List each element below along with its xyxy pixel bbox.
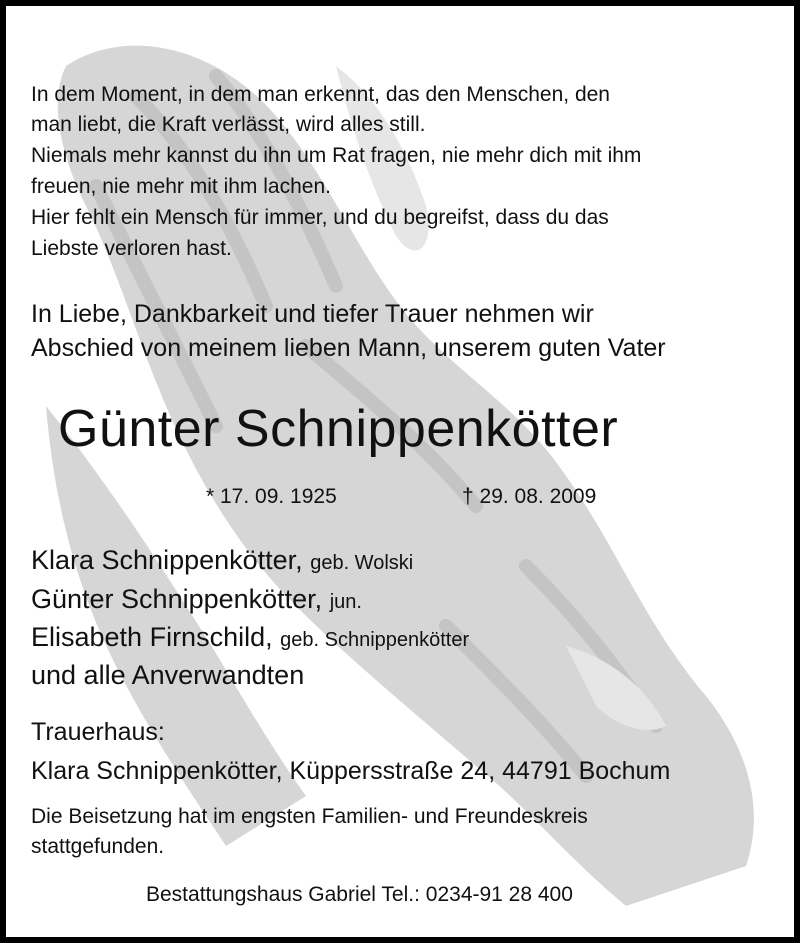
poem-line: Niemals mehr kannst du ihn um Rat fragen, nie mehr dich mit ihm [31,144,642,167]
family-member-name: Elisabeth Firnschild, [31,622,273,652]
poem-line: man liebt, die Kraft verlässt, wird alles still. [31,113,426,136]
deceased-name: Günter Schnippenkötter [58,400,619,458]
poem-line: Liebste verloren hast. [31,237,232,260]
birth-date: * 17. 09. 1925 [206,485,337,508]
family-member-name: Klara Schnippenkötter, [31,545,303,575]
family-member-note: geb. Schnippenkötter [280,629,470,651]
mourning-house-address: Klara Schnippenkötter, Küppersstraße 24, 44791 Bochum [31,757,671,785]
family-member-name: Günter Schnippenkötter, [31,584,323,614]
family-member-note: geb. Wolski [310,552,414,574]
intro-line: In Liebe, Dankbarkeit und tiefer Trauer nehmen wir [31,300,594,328]
intro-line: Abschied von meinem lieben Mann, unserem guten Vater [31,334,666,362]
family-member-name: und alle Anverwandten [31,660,305,690]
poem-line: In dem Moment, in dem man erkennt, das den Menschen, den [31,83,610,106]
poem-line: freuen, nie mehr mit ihm lachen. [31,175,331,198]
family-member [31,542,413,581]
funeral-home-contact: Bestattungshaus Gabriel Tel.: 0234-91 28 400 [146,883,573,906]
poem-line: Hier fehlt ein Mensch für immer, und du begreifst, dass du das [31,206,609,229]
family-member [31,657,304,693]
family-member-note: jun. [329,591,362,613]
family-member [31,619,469,658]
burial-line: Die Beisetzung hat im engsten Familien- und Freundeskreis [31,805,588,828]
death-date: † 29. 08. 2009 [462,485,597,508]
mourning-house-label: Trauerhaus: [31,718,165,746]
family-member [31,581,362,620]
burial-line: stattgefunden. [31,835,165,858]
